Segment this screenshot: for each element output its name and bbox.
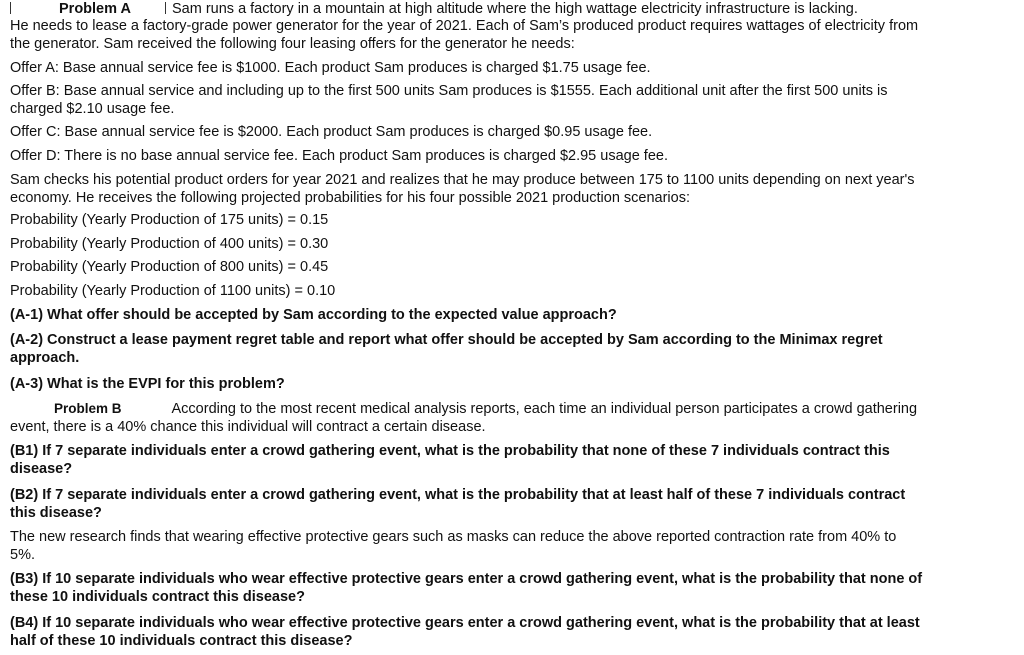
scenario-text: Sam checks his potential product orders for year 2021 and realizes that he may produce between 175 to 1100 units depending on next year's economy. He receives the following projected probabilities for his four possible 2021 production scenarios:	[10, 172, 915, 206]
problem-a-label: Problem A	[59, 1, 131, 17]
offer-d: Offer D: There is no base annual service fee. Each product Sam produces is charged $2.95 usage fee.	[10, 148, 668, 164]
question-a2: (A-2) Construct a lease payment regret table and report what offer should be accepted by Sam according to the Minimax regret approach.	[10, 332, 883, 366]
offer-c: Offer C: Base annual service fee is $2000. Each product Sam produces is charged $0.95 usage fee.	[10, 124, 653, 140]
question-a3: (A-3) What is the EVPI for this problem?	[10, 376, 285, 392]
research-text: The new research finds that wearing effective protective gears such as masks can reduce the above reported contraction rate from 40% to 5%.	[10, 529, 897, 563]
offer-b: Offer B: Base annual service and including up to the first 500 units Sam produces is $1555. Each additional unit after the first 500 units is charged $2.10 usage fee.	[10, 83, 888, 117]
problem-b-intro	[10, 400, 925, 436]
text-cursor-mark	[10, 2, 11, 14]
probability-1100: Probability (Yearly Production of 1100 units) = 0.10	[10, 283, 336, 299]
question-b3: (B3) If 10 separate individuals who wear effective protective gears enter a crowd gathering event, what is the probability that none of these 10 individuals contract this disease?	[10, 571, 923, 605]
probability-175: Probability (Yearly Production of 175 units) = 0.15	[10, 212, 329, 228]
problem-b-label: Problem B	[54, 401, 122, 416]
problem-a-header	[10, 1, 1010, 19]
question-b2: (B2) If 7 separate individuals enter a crowd gathering event, what is the probability that at least half of these 7 individuals contract this disease?	[10, 487, 906, 521]
question-b1: (B1) If 7 separate individuals enter a crowd gathering event, what is the probability that none of these 7 individuals contract this disease?	[10, 443, 890, 477]
problem-a-intro: He needs to lease a factory-grade power generator for the year of 2021. Each of Sam’s produced product requires wattages of electricity from the generator. Sam received the following four leasing offers for the generator he needs:	[10, 18, 919, 52]
question-a1: (A-1) What offer should be accepted by Sam according to the expected value approach?	[10, 307, 617, 323]
offer-a: Offer A: Base annual service fee is $1000. Each product Sam produces is charged $1.75 usage fee.	[10, 60, 651, 76]
problem-b-intro-text: According to the most recent medical analysis reports, each time an individual person participates a crowd gathering event, there is a 40% chance this individual will contract a certain disease.	[10, 401, 918, 435]
probability-400: Probability (Yearly Production of 400 units) = 0.30	[10, 236, 329, 252]
question-b4: (B4) If 10 separate individuals who wear effective protective gears enter a crowd gathering event, what is the probability that at least half of these 10 individuals contract this disease?	[10, 615, 920, 649]
text-cursor-mark	[165, 2, 166, 14]
problem-a-intro-first: Sam runs a factory in a mountain at high altitude where the high wattage electricity infrastructure is lacking.	[171, 1, 858, 17]
probability-800: Probability (Yearly Production of 800 units) = 0.45	[10, 259, 329, 275]
